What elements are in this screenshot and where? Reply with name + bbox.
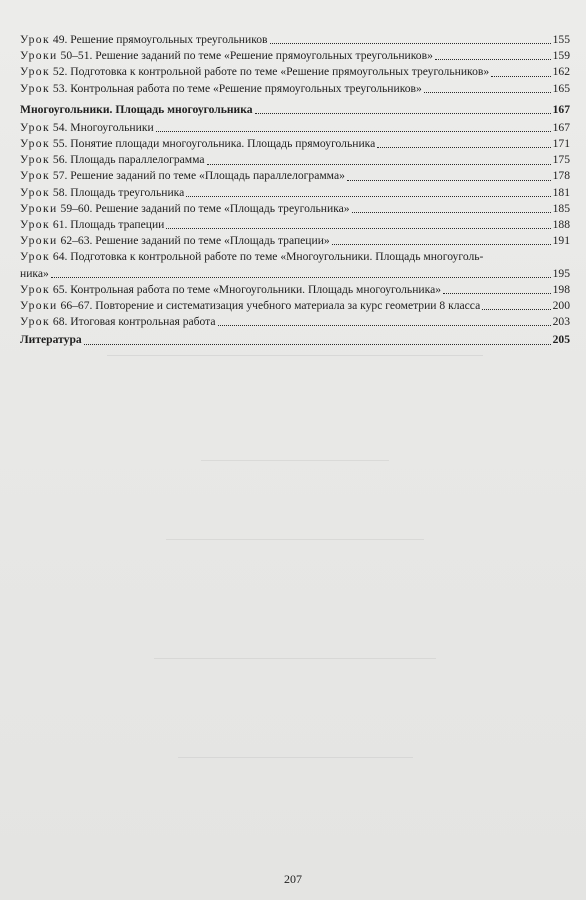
toc-page-number: 167 <box>552 120 570 134</box>
dot-leader <box>482 309 550 310</box>
toc-entry-title: 65. Контрольная работа по теме «Многоугольники. Площадь многоугольника» <box>50 282 442 296</box>
toc-page-number: 181 <box>552 185 570 199</box>
toc-entry <box>20 233 570 249</box>
toc-entry-keyword: Урок <box>20 65 51 79</box>
toc-page-number: 175 <box>552 153 570 167</box>
toc-entry <box>20 314 570 330</box>
toc-entry <box>20 201 570 217</box>
toc-entry-keyword: Урок <box>20 32 51 46</box>
toc-entry-keyword: Урок <box>20 169 51 183</box>
dot-leader <box>218 325 551 326</box>
toc-entry-keyword: Урок <box>20 81 51 95</box>
toc-page-number: 165 <box>552 81 570 95</box>
toc-page-number: 171 <box>552 137 570 151</box>
toc-page-number: 205 <box>552 333 570 347</box>
toc-page-number: 198 <box>552 282 570 296</box>
toc-entry <box>20 152 570 168</box>
dot-leader <box>377 147 550 148</box>
toc-entry-title: 49. Решение прямоугольных треугольников <box>50 32 268 46</box>
toc-entry-title: 53. Контрольная работа по теме «Решение прямоугольных треугольников» <box>50 81 422 95</box>
dot-leader <box>270 43 551 44</box>
toc-page-number: 162 <box>552 65 570 79</box>
toc-entry-keyword: Урок <box>20 282 51 296</box>
toc-entry <box>20 282 570 298</box>
dot-leader <box>156 131 551 132</box>
toc-entry-title-continued: ника» <box>20 266 49 280</box>
dot-leader <box>435 59 551 60</box>
dot-leader <box>443 293 551 294</box>
section-title: Многоугольники. Площадь многоугольника <box>20 102 253 116</box>
toc-entry-keyword: Уроки <box>20 299 58 312</box>
toc-entry-keyword: Урок <box>20 137 51 151</box>
dot-leader <box>186 196 550 197</box>
toc-entry <box>20 120 570 136</box>
toc-entry-title: 61. Площадь трапеции <box>50 218 165 232</box>
toc-entry-keyword: Урок <box>20 120 51 134</box>
toc-section-heading <box>20 102 570 118</box>
toc-entry-keyword: Урок <box>20 250 51 264</box>
dot-leader <box>166 228 550 229</box>
toc-page-number: 195 <box>552 266 570 280</box>
toc-entry-title: 68. Итоговая контрольная работа <box>50 315 216 329</box>
toc-entry-keyword: Урок <box>20 315 51 329</box>
toc-entry-keyword: Уроки <box>20 201 58 215</box>
dot-leader <box>207 164 551 165</box>
literature-title: Литература <box>20 333 82 347</box>
toc-entry-keyword: Уроки <box>20 234 58 248</box>
dot-leader <box>332 244 551 245</box>
toc-entry-title: 57. Решение заданий по теме «Площадь параллелограмма» <box>50 169 345 183</box>
toc-page-number: 159 <box>552 49 570 63</box>
toc-entry <box>20 64 570 80</box>
toc-entry-keyword: Урок <box>20 153 51 167</box>
toc-entry-title: 50–51. Решение заданий по теме «Решение прямоугольных треугольников» <box>57 49 433 63</box>
toc-page-number: 188 <box>552 218 570 232</box>
toc-entry-keyword: Урок <box>20 218 51 232</box>
toc-entry-title: 66–67. Повторение и систематизация учебного материала за курс геометрии 8 класса <box>57 299 481 312</box>
toc-entry-title: 52. Подготовка к контрольной работе по теме «Решение прямоугольных треугольников» <box>50 65 490 79</box>
dot-leader <box>255 113 551 114</box>
toc-entry-keyword: Уроки <box>20 49 58 63</box>
toc-entry-title: 64. Подготовка к контрольной работе по теме «Многоугольники. Площадь многоуголь- <box>50 250 484 264</box>
toc-entry <box>20 81 570 97</box>
bleed-through-imprint <box>60 355 530 766</box>
toc-entry <box>20 48 570 64</box>
toc-page-number: 167 <box>552 102 570 116</box>
toc-page-number: 203 <box>552 315 570 329</box>
dot-leader <box>84 344 551 345</box>
toc-entry-keyword: Урок <box>20 185 51 199</box>
dot-leader <box>347 180 551 181</box>
toc-entry <box>20 169 570 185</box>
toc-entry-first-line <box>20 249 570 265</box>
toc-entry-title: 55. Понятие площади многоугольника. Площадь прямоугольника <box>50 137 376 151</box>
toc-page-number: 178 <box>552 169 570 183</box>
dot-leader <box>352 212 551 213</box>
toc-entry <box>20 32 570 48</box>
toc-literature <box>20 332 570 348</box>
dot-leader <box>424 92 551 93</box>
toc-entry-continuation <box>20 266 570 282</box>
toc-page-number: 191 <box>552 234 570 248</box>
toc-entry <box>20 298 570 314</box>
toc-entry-title: 54. Многоугольники <box>50 120 154 134</box>
toc-entry-wrapped <box>20 249 570 281</box>
toc-entry <box>20 136 570 152</box>
dot-leader <box>51 277 551 278</box>
toc-page-number: 200 <box>552 299 570 312</box>
toc-entry <box>20 185 570 201</box>
table-of-contents <box>20 32 570 349</box>
toc-entry-title: 56. Площадь параллелограмма <box>50 153 205 167</box>
toc-entry <box>20 217 570 233</box>
toc-page-number: 155 <box>552 32 570 46</box>
toc-entry-title: 58. Площадь треугольника <box>50 185 185 199</box>
dot-leader <box>491 76 550 77</box>
toc-entry-title: 62–63. Решение заданий по теме «Площадь трапеции» <box>57 234 330 248</box>
page-number: 207 <box>284 872 302 886</box>
toc-page-number: 185 <box>552 201 570 215</box>
toc-entry-title: 59–60. Решение заданий по теме «Площадь треугольника» <box>57 201 350 215</box>
